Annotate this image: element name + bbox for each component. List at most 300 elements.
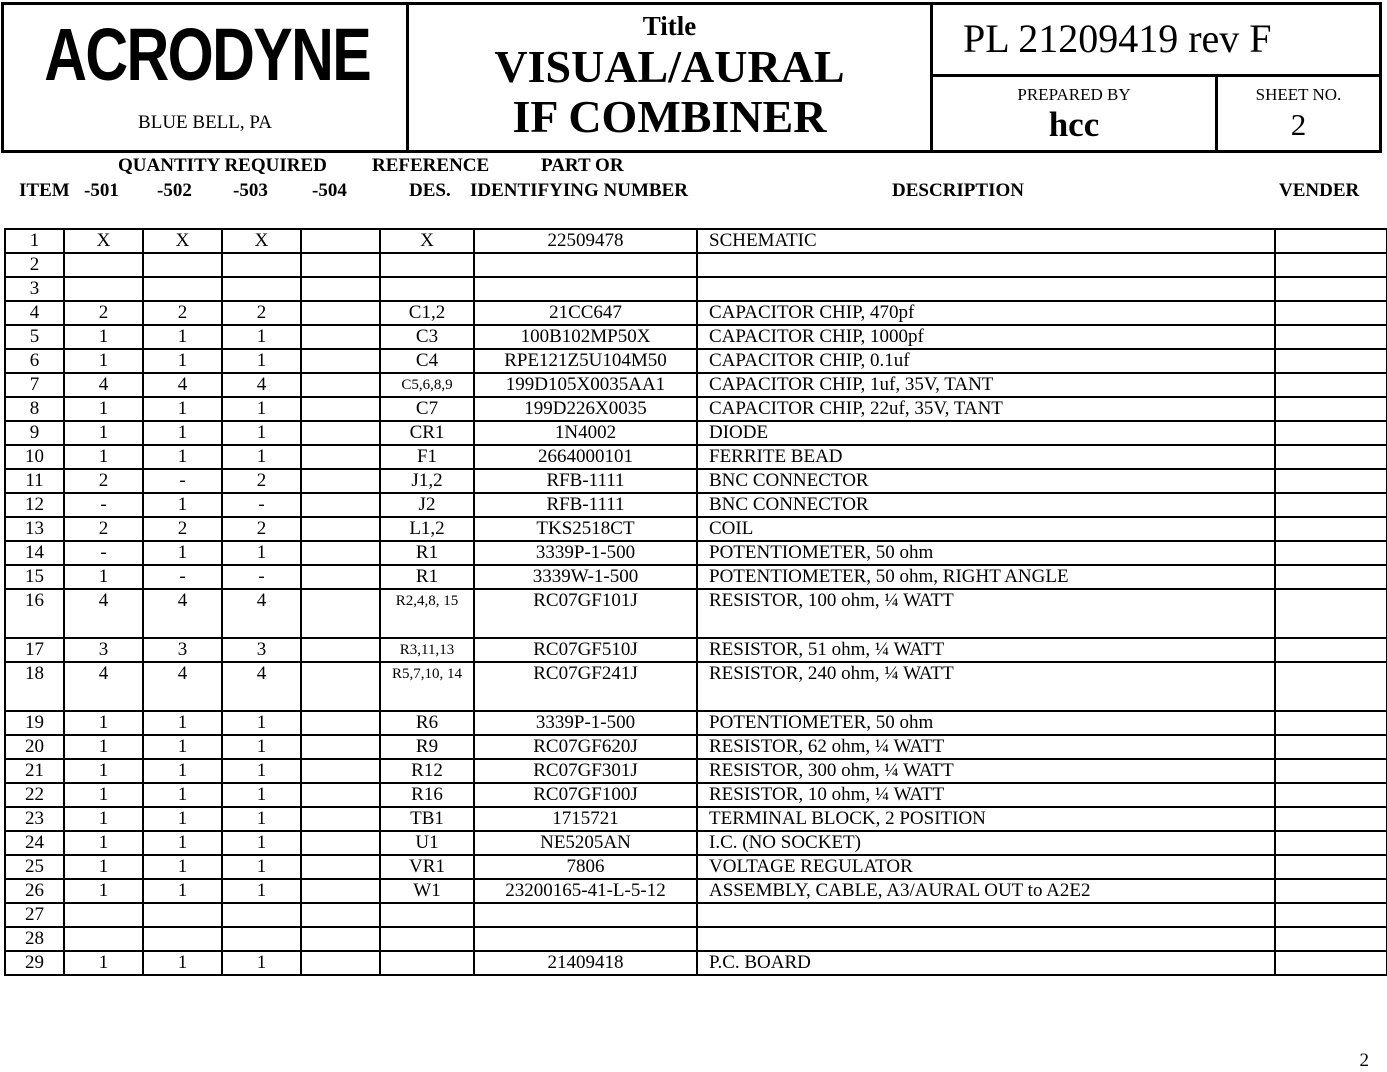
description-cell: FERRITE BEAD	[697, 445, 1275, 469]
reference-cell: R16	[380, 783, 474, 807]
reference-cell: R2,4,8, 15	[380, 589, 474, 638]
vender-cell	[1275, 493, 1387, 517]
item-cell: 17	[5, 638, 64, 662]
qty-502-cell: 1	[143, 397, 222, 421]
sheet-no-label: SHEET NO.	[1255, 85, 1342, 104]
qty-502-cell: 1	[143, 783, 222, 807]
part-number-cell: 3339P-1-500	[474, 711, 697, 735]
qty-502-cell: 1	[143, 807, 222, 831]
qty-503-cell: 4	[222, 662, 301, 711]
part-number-cell: RC07GF510J	[474, 638, 697, 662]
part-number-cell: RC07GF620J	[474, 735, 697, 759]
qty-504-cell	[301, 927, 380, 951]
item-cell: 24	[5, 831, 64, 855]
reference-cell	[380, 951, 474, 975]
item-cell: 21	[5, 759, 64, 783]
qty-503-cell: 1	[222, 879, 301, 903]
qty-501-cell: 4	[64, 373, 143, 397]
vender-cell	[1275, 325, 1387, 349]
description-cell: RESISTOR, 10 ohm, ¼ WATT	[697, 783, 1275, 807]
qty-501-cell	[64, 927, 143, 951]
qty-501-cell: 1	[64, 735, 143, 759]
part-number-cell: NE5205AN	[474, 831, 697, 855]
qty-503-cell: 4	[222, 373, 301, 397]
description-cell: ASSEMBLY, CABLE, A3/AURAL OUT to A2E2	[697, 879, 1275, 903]
reference-cell: L1,2	[380, 517, 474, 541]
qty-501-cell: 4	[64, 589, 143, 638]
company-cell	[4, 5, 409, 150]
vender-cell	[1275, 397, 1387, 421]
table-row	[5, 421, 1387, 445]
qty-504-cell	[301, 638, 380, 662]
qty-504-cell	[301, 565, 380, 589]
qty-502-cell	[143, 277, 222, 301]
reference-cell: C7	[380, 397, 474, 421]
description-cell: BNC CONNECTOR	[697, 469, 1275, 493]
qty-502-cell: 4	[143, 373, 222, 397]
part-number-cell: RC07GF101J	[474, 589, 697, 638]
qty-504-cell	[301, 759, 380, 783]
qty-502-cell: 3	[143, 638, 222, 662]
table-row	[5, 445, 1387, 469]
table-row	[5, 493, 1387, 517]
reference-cell: X	[380, 229, 474, 253]
company-location: BLUE BELL, PA	[138, 112, 272, 133]
qty-504-cell	[301, 301, 380, 325]
qty-502-cell: 1	[143, 421, 222, 445]
table-row	[5, 903, 1387, 927]
company-logo: ACRODYNE	[44, 13, 371, 96]
reference-cell: VR1	[380, 855, 474, 879]
part-number-cell: 1N4002	[474, 421, 697, 445]
vender-cell	[1275, 445, 1387, 469]
header-identifying-number: IDENTIFYING NUMBER	[470, 180, 688, 201]
qty-503-cell	[222, 277, 301, 301]
part-number-cell: 21409418	[474, 951, 697, 975]
qty-502-cell: 1	[143, 735, 222, 759]
qty-504-cell	[301, 855, 380, 879]
reference-cell: R9	[380, 735, 474, 759]
qty-503-cell: 1	[222, 759, 301, 783]
vender-cell	[1275, 421, 1387, 445]
vender-cell	[1275, 927, 1387, 951]
qty-503-cell: 1	[222, 397, 301, 421]
item-cell: 12	[5, 493, 64, 517]
sheet-no-value: 2	[1290, 107, 1307, 142]
table-row	[5, 565, 1387, 589]
title-block	[1, 2, 1382, 153]
part-list-cell	[933, 5, 1379, 77]
description-cell: DIODE	[697, 421, 1275, 445]
table-row	[5, 638, 1387, 662]
part-number-cell: RC07GF100J	[474, 783, 697, 807]
qty-502-cell: 2	[143, 517, 222, 541]
part-number-cell: 3339P-1-500	[474, 541, 697, 565]
header-part-or: PART OR	[541, 155, 624, 176]
description-cell: POTENTIOMETER, 50 ohm	[697, 541, 1275, 565]
qty-501-cell: 1	[64, 421, 143, 445]
qty-503-cell: 1	[222, 855, 301, 879]
qty-504-cell	[301, 662, 380, 711]
qty-501-cell: 1	[64, 349, 143, 373]
part-number-cell: 21CC647	[474, 301, 697, 325]
vender-cell	[1275, 638, 1387, 662]
qty-501-cell: -	[64, 541, 143, 565]
part-number-cell: 3339W-1-500	[474, 565, 697, 589]
qty-504-cell	[301, 349, 380, 373]
qty-504-cell	[301, 469, 380, 493]
qty-502-cell: 1	[143, 493, 222, 517]
qty-504-cell	[301, 445, 380, 469]
qty-504-cell	[301, 783, 380, 807]
table-row	[5, 927, 1387, 951]
description-cell: RESISTOR, 100 ohm, ¼ WATT	[697, 589, 1275, 638]
qty-501-cell: 1	[64, 831, 143, 855]
part-number-cell: RFB-1111	[474, 493, 697, 517]
qty-503-cell: 1	[222, 807, 301, 831]
reference-cell: C1,2	[380, 301, 474, 325]
qty-502-cell	[143, 253, 222, 277]
qty-501-cell: 2	[64, 301, 143, 325]
vender-cell	[1275, 541, 1387, 565]
description-cell	[697, 903, 1275, 927]
qty-503-cell	[222, 903, 301, 927]
qty-501-cell: 1	[64, 397, 143, 421]
table-row	[5, 951, 1387, 975]
qty-502-cell: 2	[143, 301, 222, 325]
part-number-cell	[474, 277, 697, 301]
qty-501-cell	[64, 253, 143, 277]
qty-503-cell: 1	[222, 445, 301, 469]
item-cell: 7	[5, 373, 64, 397]
reference-cell	[380, 927, 474, 951]
description-cell	[697, 927, 1275, 951]
part-number-cell: RC07GF301J	[474, 759, 697, 783]
parts-list-body	[5, 229, 1387, 975]
item-cell: 22	[5, 783, 64, 807]
vender-cell	[1275, 301, 1387, 325]
qty-504-cell	[301, 253, 380, 277]
reference-cell: C5,6,8,9	[380, 373, 474, 397]
qty-504-cell	[301, 397, 380, 421]
qty-501-cell	[64, 903, 143, 927]
title-cell	[409, 5, 933, 150]
table-row	[5, 397, 1387, 421]
description-cell: CAPACITOR CHIP, 0.1uf	[697, 349, 1275, 373]
table-row	[5, 831, 1387, 855]
qty-501-cell: 1	[64, 951, 143, 975]
vender-cell	[1275, 759, 1387, 783]
table-row	[5, 349, 1387, 373]
part-number-cell: 2664000101	[474, 445, 697, 469]
table-row	[5, 711, 1387, 735]
table-row	[5, 879, 1387, 903]
qty-501-cell: 1	[64, 855, 143, 879]
reference-cell: TB1	[380, 807, 474, 831]
qty-503-cell: 1	[222, 951, 301, 975]
vender-cell	[1275, 879, 1387, 903]
qty-502-cell: 1	[143, 831, 222, 855]
item-cell: 2	[5, 253, 64, 277]
header-qty-503: -503	[233, 180, 268, 201]
qty-504-cell	[301, 589, 380, 638]
reference-cell: W1	[380, 879, 474, 903]
document-title-line2: IF COMBINER	[512, 90, 827, 142]
qty-502-cell: -	[143, 565, 222, 589]
vender-cell	[1275, 951, 1387, 975]
qty-503-cell: 1	[222, 325, 301, 349]
description-cell: RESISTOR, 51 ohm, ¼ WATT	[697, 638, 1275, 662]
vender-cell	[1275, 349, 1387, 373]
qty-502-cell: 1	[143, 541, 222, 565]
item-cell: 4	[5, 301, 64, 325]
vender-cell	[1275, 373, 1387, 397]
item-cell: 27	[5, 903, 64, 927]
qty-503-cell: 1	[222, 421, 301, 445]
reference-cell	[380, 253, 474, 277]
qty-501-cell: 2	[64, 469, 143, 493]
qty-503-cell: 1	[222, 831, 301, 855]
qty-504-cell	[301, 951, 380, 975]
qty-501-cell: 1	[64, 783, 143, 807]
item-cell: 11	[5, 469, 64, 493]
item-cell: 26	[5, 879, 64, 903]
header-qty-501: -501	[84, 180, 119, 201]
vender-cell	[1275, 903, 1387, 927]
item-cell: 9	[5, 421, 64, 445]
reference-cell: U1	[380, 831, 474, 855]
qty-504-cell	[301, 277, 380, 301]
vender-cell	[1275, 469, 1387, 493]
item-cell: 18	[5, 662, 64, 711]
description-cell	[697, 253, 1275, 277]
qty-503-cell: 2	[222, 301, 301, 325]
qty-502-cell: 1	[143, 855, 222, 879]
part-number-cell: 22509478	[474, 229, 697, 253]
item-cell: 14	[5, 541, 64, 565]
reference-cell: R1	[380, 541, 474, 565]
qty-502-cell: 1	[143, 445, 222, 469]
reference-cell: R3,11,13	[380, 638, 474, 662]
reference-cell: C4	[380, 349, 474, 373]
table-row	[5, 325, 1387, 349]
part-number-cell: RC07GF241J	[474, 662, 697, 711]
reference-cell: J1,2	[380, 469, 474, 493]
header-des: DES.	[409, 180, 451, 201]
table-row	[5, 589, 1387, 638]
item-cell: 5	[5, 325, 64, 349]
prepared-by-label: PREPARED BY	[1017, 85, 1131, 104]
description-cell: CAPACITOR CHIP, 470pf	[697, 301, 1275, 325]
parts-list-table	[4, 228, 1387, 976]
qty-503-cell: 2	[222, 517, 301, 541]
qty-504-cell	[301, 421, 380, 445]
table-row	[5, 662, 1387, 711]
title-label: Title	[642, 11, 697, 41]
part-number-cell	[474, 903, 697, 927]
qty-504-cell	[301, 903, 380, 927]
table-row	[5, 807, 1387, 831]
description-cell: P.C. BOARD	[697, 951, 1275, 975]
reference-cell: R12	[380, 759, 474, 783]
qty-502-cell: 1	[143, 325, 222, 349]
item-cell: 13	[5, 517, 64, 541]
table-row	[5, 301, 1387, 325]
reference-cell	[380, 277, 474, 301]
prepared-by-cell	[933, 77, 1218, 150]
table-row	[5, 253, 1387, 277]
description-cell: POTENTIOMETER, 50 ohm, RIGHT ANGLE	[697, 565, 1275, 589]
document-title-line1: VISUAL/AURAL	[494, 41, 845, 92]
description-cell: RESISTOR, 62 ohm, ¼ WATT	[697, 735, 1275, 759]
table-row	[5, 855, 1387, 879]
header-qty-502: -502	[157, 180, 192, 201]
table-row	[5, 541, 1387, 565]
qty-502-cell	[143, 927, 222, 951]
description-cell: CAPACITOR CHIP, 1uf, 35V, TANT	[697, 373, 1275, 397]
table-row	[5, 229, 1387, 253]
qty-503-cell: -	[222, 493, 301, 517]
qty-502-cell: 4	[143, 662, 222, 711]
qty-503-cell	[222, 253, 301, 277]
part-number-cell: 199D226X0035	[474, 397, 697, 421]
reference-cell: R5,7,10, 14	[380, 662, 474, 711]
vender-cell	[1275, 565, 1387, 589]
item-cell: 16	[5, 589, 64, 638]
qty-501-cell	[64, 277, 143, 301]
qty-503-cell: 2	[222, 469, 301, 493]
vender-cell	[1275, 277, 1387, 301]
part-number-cell: RFB-1111	[474, 469, 697, 493]
description-cell: I.C. (NO SOCKET)	[697, 831, 1275, 855]
qty-503-cell: 1	[222, 711, 301, 735]
item-cell: 20	[5, 735, 64, 759]
part-number-cell: 1715721	[474, 807, 697, 831]
qty-501-cell: 1	[64, 325, 143, 349]
qty-501-cell: 3	[64, 638, 143, 662]
item-cell: 1	[5, 229, 64, 253]
part-number-cell: 7806	[474, 855, 697, 879]
reference-cell	[380, 903, 474, 927]
qty-504-cell	[301, 517, 380, 541]
part-number-cell: RPE121Z5U104M50	[474, 349, 697, 373]
part-number-cell: 23200165-41-L-5-12	[474, 879, 697, 903]
vender-cell	[1275, 855, 1387, 879]
qty-501-cell: 1	[64, 807, 143, 831]
description-cell: CAPACITOR CHIP, 1000pf	[697, 325, 1275, 349]
vender-cell	[1275, 662, 1387, 711]
header-quantity-required: QUANTITY REQUIRED	[118, 155, 327, 176]
sheet-no-cell	[1218, 77, 1379, 150]
qty-503-cell: 1	[222, 735, 301, 759]
qty-502-cell: 1	[143, 349, 222, 373]
description-cell: COIL	[697, 517, 1275, 541]
qty-504-cell	[301, 541, 380, 565]
qty-503-cell: 4	[222, 589, 301, 638]
item-cell: 29	[5, 951, 64, 975]
qty-504-cell	[301, 711, 380, 735]
table-row	[5, 373, 1387, 397]
qty-501-cell: 1	[64, 879, 143, 903]
part-list-number: PL 21209419 rev F	[963, 16, 1272, 61]
qty-501-cell: 1	[64, 711, 143, 735]
description-cell: RESISTOR, 300 ohm, ¼ WATT	[697, 759, 1275, 783]
qty-502-cell: 4	[143, 589, 222, 638]
item-cell: 25	[5, 855, 64, 879]
reference-cell: C3	[380, 325, 474, 349]
qty-503-cell: X	[222, 229, 301, 253]
description-cell: RESISTOR, 240 ohm, ¼ WATT	[697, 662, 1275, 711]
qty-504-cell	[301, 831, 380, 855]
item-cell: 6	[5, 349, 64, 373]
item-cell: 8	[5, 397, 64, 421]
reference-cell: R6	[380, 711, 474, 735]
qty-502-cell: X	[143, 229, 222, 253]
table-row	[5, 277, 1387, 301]
qty-501-cell: 4	[64, 662, 143, 711]
header-reference: REFERENCE	[372, 155, 490, 176]
qty-503-cell: 1	[222, 541, 301, 565]
item-cell: 23	[5, 807, 64, 831]
qty-501-cell: 1	[64, 445, 143, 469]
qty-502-cell: 1	[143, 711, 222, 735]
item-cell: 19	[5, 711, 64, 735]
part-number-cell	[474, 927, 697, 951]
vender-cell	[1275, 229, 1387, 253]
header-description: DESCRIPTION	[892, 180, 1024, 201]
qty-503-cell: 3	[222, 638, 301, 662]
description-cell: TERMINAL BLOCK, 2 POSITION	[697, 807, 1275, 831]
qty-503-cell: 1	[222, 349, 301, 373]
qty-502-cell: 1	[143, 951, 222, 975]
description-cell: CAPACITOR CHIP, 22uf, 35V, TANT	[697, 397, 1275, 421]
vender-cell	[1275, 735, 1387, 759]
qty-501-cell: X	[64, 229, 143, 253]
item-cell: 3	[5, 277, 64, 301]
vender-cell	[1275, 831, 1387, 855]
qty-501-cell: -	[64, 493, 143, 517]
item-cell: 10	[5, 445, 64, 469]
qty-503-cell	[222, 927, 301, 951]
qty-504-cell	[301, 807, 380, 831]
vender-cell	[1275, 253, 1387, 277]
table-row	[5, 759, 1387, 783]
qty-504-cell	[301, 373, 380, 397]
part-number-cell: 199D105X0035AA1	[474, 373, 697, 397]
vender-cell	[1275, 589, 1387, 638]
part-number-cell: 100B102MP50X	[474, 325, 697, 349]
item-cell: 28	[5, 927, 64, 951]
qty-504-cell	[301, 229, 380, 253]
page-number: 2	[1359, 1050, 1369, 1071]
prepared-by-value: hcc	[1048, 105, 1100, 144]
qty-503-cell: -	[222, 565, 301, 589]
reference-cell: CR1	[380, 421, 474, 445]
qty-504-cell	[301, 735, 380, 759]
qty-504-cell	[301, 879, 380, 903]
header-qty-504: -504	[312, 180, 347, 201]
reference-cell: F1	[380, 445, 474, 469]
table-row	[5, 783, 1387, 807]
qty-501-cell: 1	[64, 759, 143, 783]
description-cell: VOLTAGE REGULATOR	[697, 855, 1275, 879]
table-row	[5, 469, 1387, 493]
table-row	[5, 735, 1387, 759]
qty-502-cell	[143, 903, 222, 927]
description-cell: SCHEMATIC	[697, 229, 1275, 253]
qty-504-cell	[301, 325, 380, 349]
description-cell	[697, 277, 1275, 301]
